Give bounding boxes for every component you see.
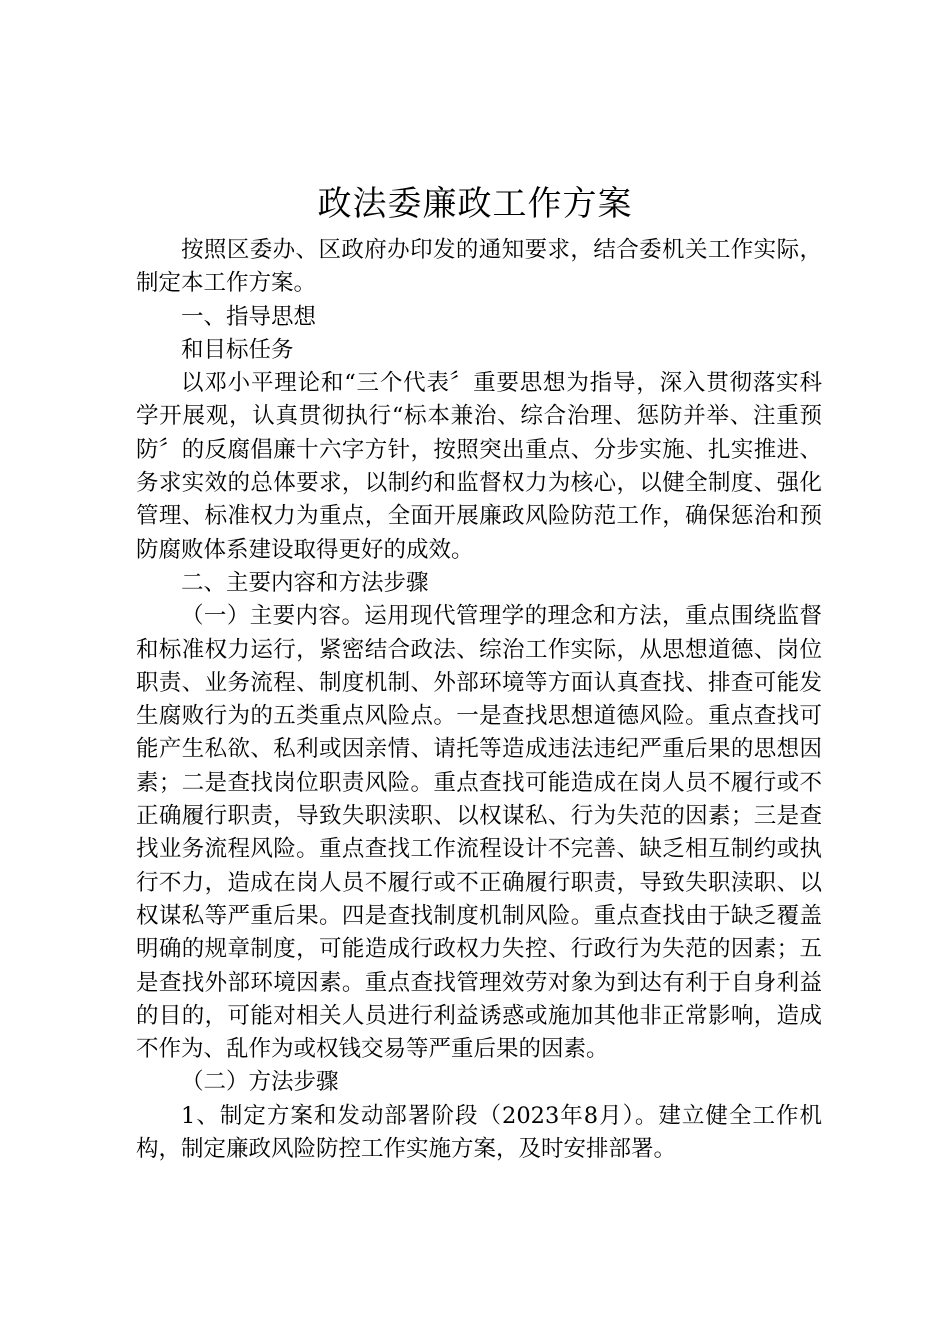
paragraph-step-one: 1、制定方案和发动部署阶段（2023年8月）。建立健全工作机构，制定廉政风险防控工作实施方案，及时安排部署。 xyxy=(136,1102,822,1163)
paragraph-main-content: （一）主要内容。运用现代管理学的理念和方法，重点围绕监督和标准权力运行，紧密结合政法、综治工作实际，从思想道德、岗位职责、业务流程、制度机制、外部环境等方面认真查找、排查可能发生腐败行为的五类重点风险点。一是查找思想道德风险。重点查找可能产生私欲、私利或因亲情、请托等造成违法违纪严重后果的思想因素；二是查找岗位职责风险。重点查找可能造成在岗人员不履行或不正确履行职责，导致失职渎职、以权谋私、行为失范的因素；三是查找业务流程风险。重点查找工作流程设计不完善、缺乏相互制约或执行不力，造成在岗人员不履行或不正确履行职责，导致失职渎职、以权谋私等严重后果。四是查找制度机制风险。重点查找由于缺乏覆盖明确的规章制度，可能造成行政权力失控、行政行为失范的因素；五是查找外部环境因素。重点查找管理效劳对象为到达有利于自身利益的目的，可能对相关人员进行利益诱惑或施加其他非正常影响，造成不作为、乱作为或权钱交易等严重后果的因素。 xyxy=(136,603,822,1063)
section-heading-guiding-ideology: 一、指导思想 xyxy=(181,303,317,330)
section-heading-objectives: 和目标任务 xyxy=(181,336,294,363)
paragraph-intro: 按照区委办、区政府办印发的通知要求，结合委机关工作实际，制定本工作方案。 xyxy=(136,237,822,297)
section-heading-main-content: 二、主要内容和方法步骤 xyxy=(181,569,429,596)
document-title: 政法委廉政工作方案 xyxy=(317,184,633,224)
section-heading-method-steps: （二）方法步骤 xyxy=(181,1069,339,1096)
document-body xyxy=(136,234,822,1166)
paragraph-guiding-content: 以邓小平理论和“三个代表〞重要思想为指导，深入贯彻落实科学开展观，认真贯彻执行“标本兼治、综合治理、惩防并举、注重预防〞的反腐倡廉十六字方针，按照突出重点、分步实施、扎实推进、务求实效的总体要求，以制约和监督权力为核心，以健全制度、强化管理、标准权力为重点，全面开展廉政风险防范工作，确保惩治和预防腐败体系建设取得更好的成效。 xyxy=(136,370,822,563)
